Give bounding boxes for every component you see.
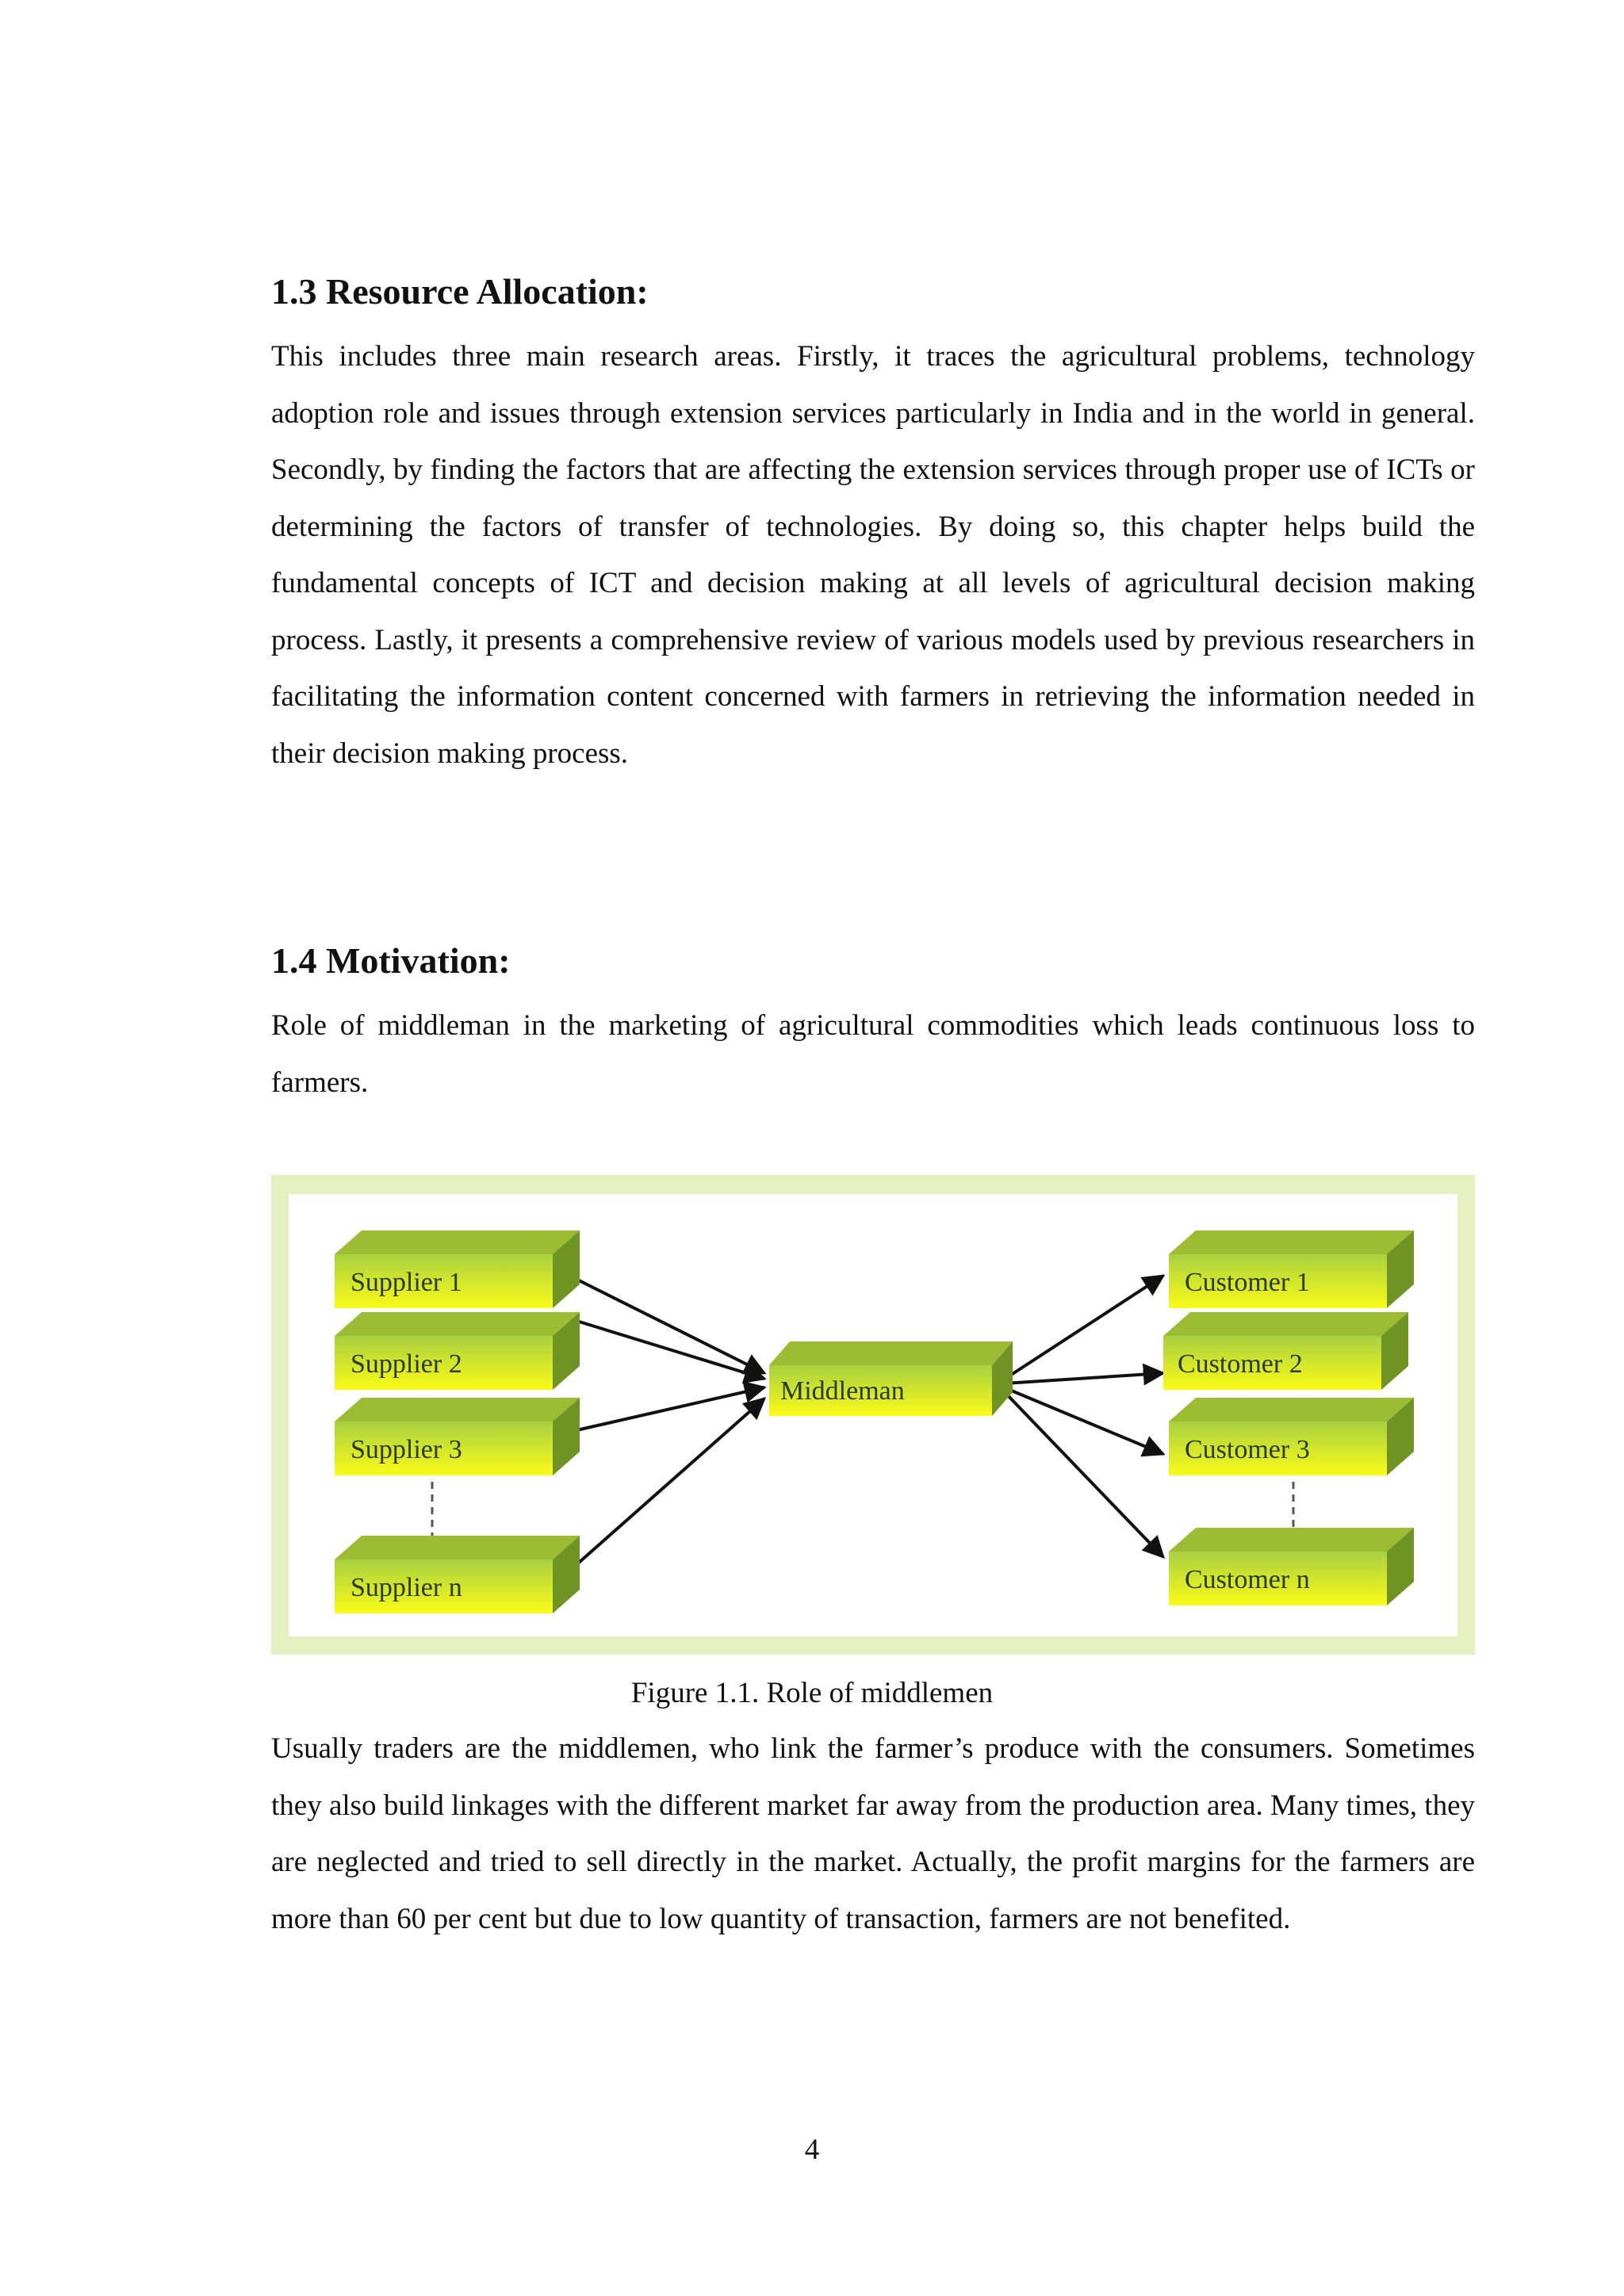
- middleman-diagram-svg: [271, 1175, 1475, 1655]
- page-number: 4: [804, 2133, 820, 2166]
- customer-label-1: Customer 1: [1185, 1268, 1310, 1297]
- middleman-diagram: [271, 1175, 1475, 1655]
- supplier-box-2: [335, 1312, 580, 1390]
- supplier-box-1: [335, 1230, 580, 1308]
- supplier-label-n: Supplier n: [350, 1573, 462, 1602]
- figure-caption: Figure 1.1. Role of middlemen: [630, 1677, 994, 1709]
- section-heading-resource-allocation: 1.3 Resource Allocation:: [271, 271, 649, 312]
- resource-allocation-paragraph: This includes three main research areas. Firstly, it traces the agricultural problems, technology adoption role and issues through extension services particularly in India and in the world in general. Secondly, by finding the factors that are affecting the extension services through proper use of ICTs or determining the factors of transfer of technologies. By doing so, this chapter helps build the fundamental concepts of ICT and decision making at all levels of agricultural decision making process. Lastly, it presents a comprehensive review of various models used by previous researchers in facilitating the information content concerned with farmers in retrieving the information needed in their decision making process.: [271, 340, 1475, 770]
- customer-label-3: Customer 3: [1185, 1435, 1310, 1464]
- section-heading-motivation: 1.4 Motivation:: [271, 940, 511, 981]
- middleman-label: Middleman: [780, 1376, 905, 1406]
- customer-box-1: [1169, 1230, 1414, 1308]
- supplier-box-n: [335, 1536, 580, 1613]
- motivation-paragraph: Role of middleman in the marketing of agricultural commodities which leads continuous loss to farmers.: [271, 1009, 1475, 1099]
- customer-label-n: Customer n: [1185, 1565, 1310, 1594]
- middlemen-explanation-paragraph: Usually traders are the middlemen, who link the farmer’s produce with the consumers. Sometimes they also build linkages with the different market far away from the production area. Many times, they are neglected and tried to sell directly in the market. Actually, the profit margins for the farmers are more than 60 per cent but due to low quantity of transaction, farmers are not benefited.: [271, 1732, 1475, 1935]
- supplier-label-3: Supplier 3: [350, 1435, 462, 1464]
- supplier-label-2: Supplier 2: [350, 1349, 462, 1379]
- supplier-box-3: [335, 1398, 580, 1475]
- customer-box-2: [1163, 1312, 1408, 1390]
- customer-box-n: [1169, 1528, 1414, 1605]
- customer-label-2: Customer 2: [1178, 1349, 1303, 1379]
- customer-box-3: [1169, 1398, 1414, 1475]
- middleman-box: [769, 1341, 1013, 1416]
- supplier-label-1: Supplier 1: [350, 1268, 462, 1297]
